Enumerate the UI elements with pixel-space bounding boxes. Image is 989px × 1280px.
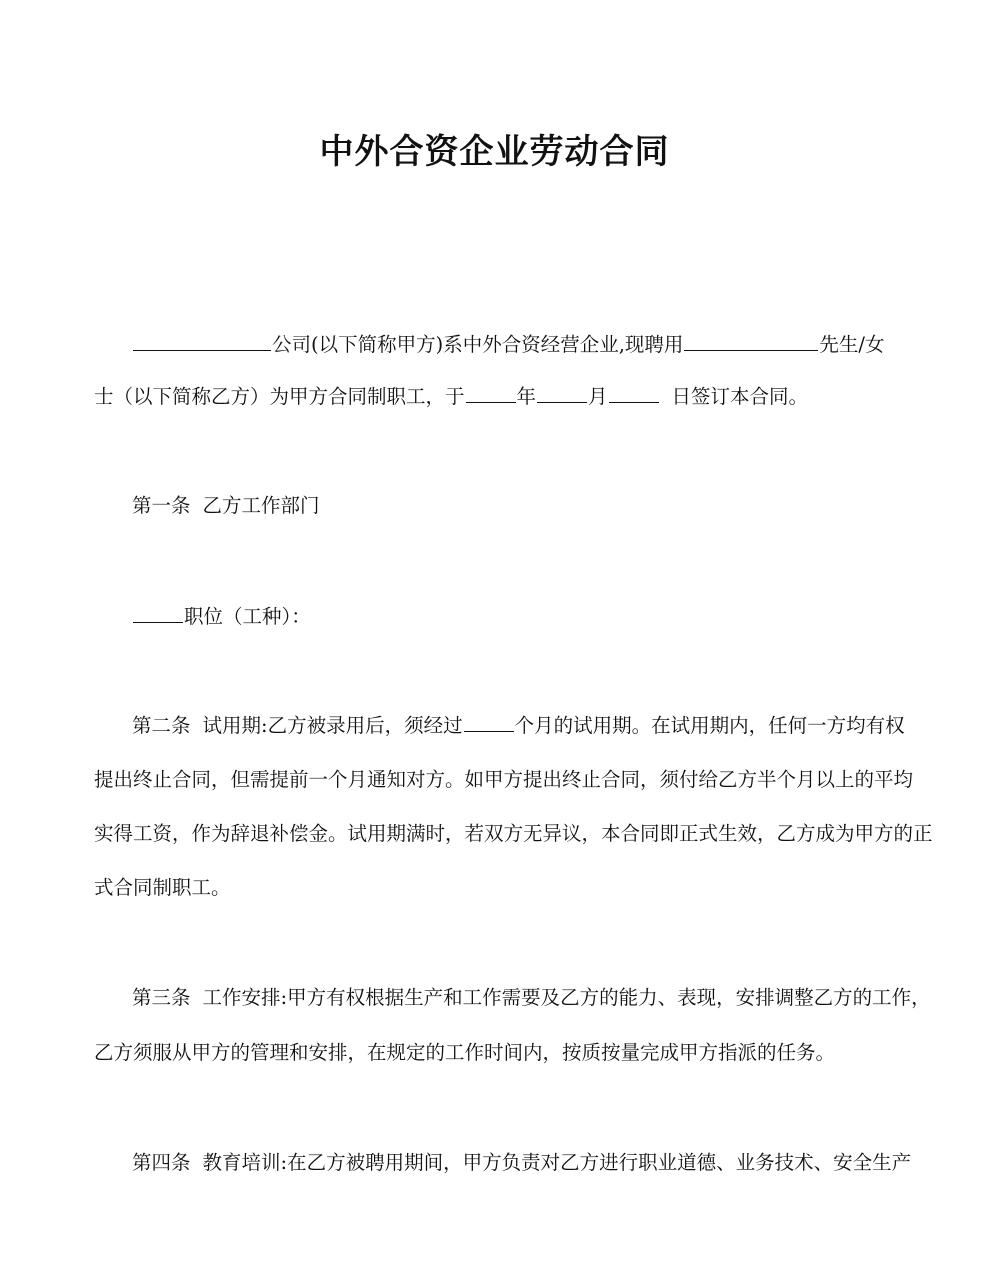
article-2-number: 第二条	[132, 714, 191, 737]
preamble-text-2a: 士（以下简称乙方）为甲方合同制职工，于	[94, 385, 465, 408]
preamble-text-1b: 先生/女	[819, 333, 885, 356]
article-2-text-1b: 个月的试用期。在试用期内，任何一方均有权	[514, 714, 905, 737]
preamble-text-2-end: 日签订本合同。	[671, 385, 809, 408]
article-3-text-1: 工作安排:甲方有权根据生产和工作需要及乙方的能力、表现，安排调整乙方的工作，	[202, 986, 931, 1009]
article-2-line-3: 实得工资，作为辞退补偿金。试用期满时，若双方无异议，本合同即正式生效，乙方成为甲方的正	[94, 822, 933, 845]
company-name-blank[interactable]	[133, 330, 271, 351]
article-3-line-2: 乙方须服从甲方的管理和安排，在规定的工作时间内，按质按量完成甲方指派的任务。	[94, 1041, 836, 1064]
position-label: 职位（工种）：	[184, 605, 311, 628]
article-4-text-1: 教育培训:在乙方被聘用期间，甲方负责对乙方进行职业道德、业务技术、安全生产	[202, 1151, 912, 1174]
article-1-title: 乙方工作部门	[202, 494, 320, 517]
article-2-line-1	[132, 711, 912, 740]
preamble-line-1	[132, 330, 912, 359]
article-4-line-1	[132, 1149, 912, 1177]
article-2-text-1a: 试用期:乙方被录用后，须经过	[202, 714, 463, 737]
day-blank[interactable]	[609, 382, 659, 403]
article-2-line-2: 提出终止合同，但需提前一个月通知对方。如甲方提出终止合同，须付给乙方半个月以上的平均	[94, 768, 914, 791]
article-3-line-1	[132, 984, 931, 1012]
article-1-position	[132, 602, 912, 631]
article-2-line-4: 式合同制职工。	[94, 876, 231, 899]
month-label: 月	[588, 385, 608, 408]
article-3-number: 第三条	[132, 986, 191, 1009]
year-blank[interactable]	[466, 382, 516, 403]
department-blank[interactable]	[133, 602, 183, 623]
preamble-line-2	[94, 382, 914, 411]
employee-name-blank[interactable]	[684, 330, 818, 351]
article-1-number: 第一条	[132, 494, 191, 517]
document-title: 中外合资企业劳动合同	[319, 132, 670, 172]
preamble-text-1a: 公司(以下简称甲方)系中外合资经营企业,现聘用	[272, 333, 684, 356]
probation-months-blank[interactable]	[464, 711, 514, 732]
year-label: 年	[516, 385, 537, 408]
article-1-heading	[132, 492, 912, 520]
article-4-number: 第四条	[132, 1151, 191, 1174]
month-blank[interactable]	[537, 382, 587, 403]
